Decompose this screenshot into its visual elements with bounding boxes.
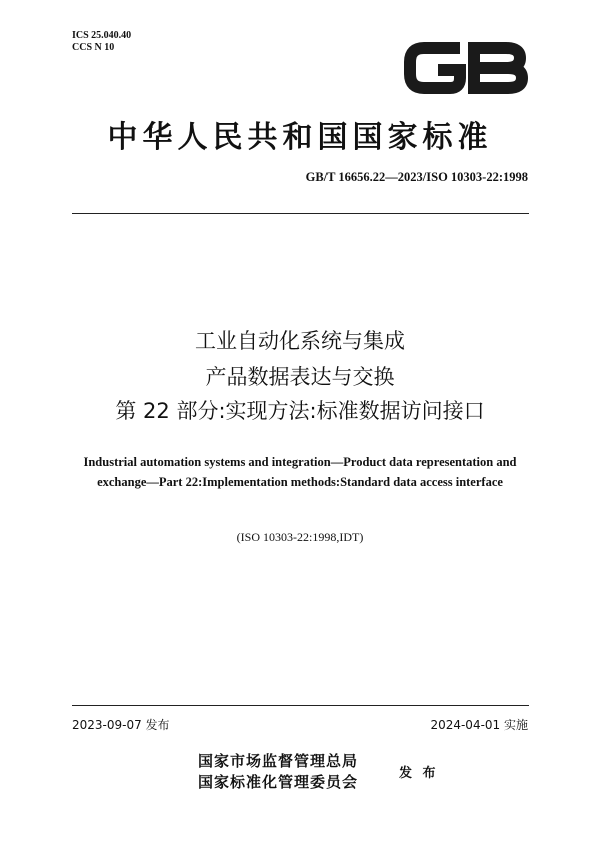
national-standard-title: 中华人民共和国国家标准 (107, 120, 493, 155)
chinese-title-line-2: 产品数据表达与交换 (205, 365, 395, 389)
implement-date: 2024-04-01 实施 (430, 718, 528, 732)
ccs-code: CCS N 10 (72, 42, 115, 53)
chinese-title-line-3: 第 22 部分:实现方法:标准数据访问接口 (115, 399, 485, 423)
publish-date: 2023-09-07 发布 (72, 718, 170, 732)
issuer-line-2: 国家标准化管理委员会 (198, 773, 359, 791)
chinese-title-line-1: 工业自动化系统与集成 (195, 329, 405, 353)
gb-logo (402, 36, 530, 100)
adoption-note: (ISO 10303-22:1998,IDT) (236, 530, 364, 544)
english-title-line-1: Industrial automation systems and integration—Product data representation and (83, 455, 517, 469)
issue-label: 发 布 (399, 766, 439, 781)
english-title-line-2: exchange—Part 22:Implementation methods:Standard data access interface (97, 475, 503, 489)
issuer-line-1: 国家市场监督管理总局 (198, 752, 359, 770)
top-divider (72, 213, 529, 214)
ics-code: ICS 25.040.40 (72, 30, 132, 41)
standard-number: GB/T 16656.22—2023/ISO 10303-22:1998 (305, 170, 528, 184)
bottom-divider (72, 705, 529, 706)
